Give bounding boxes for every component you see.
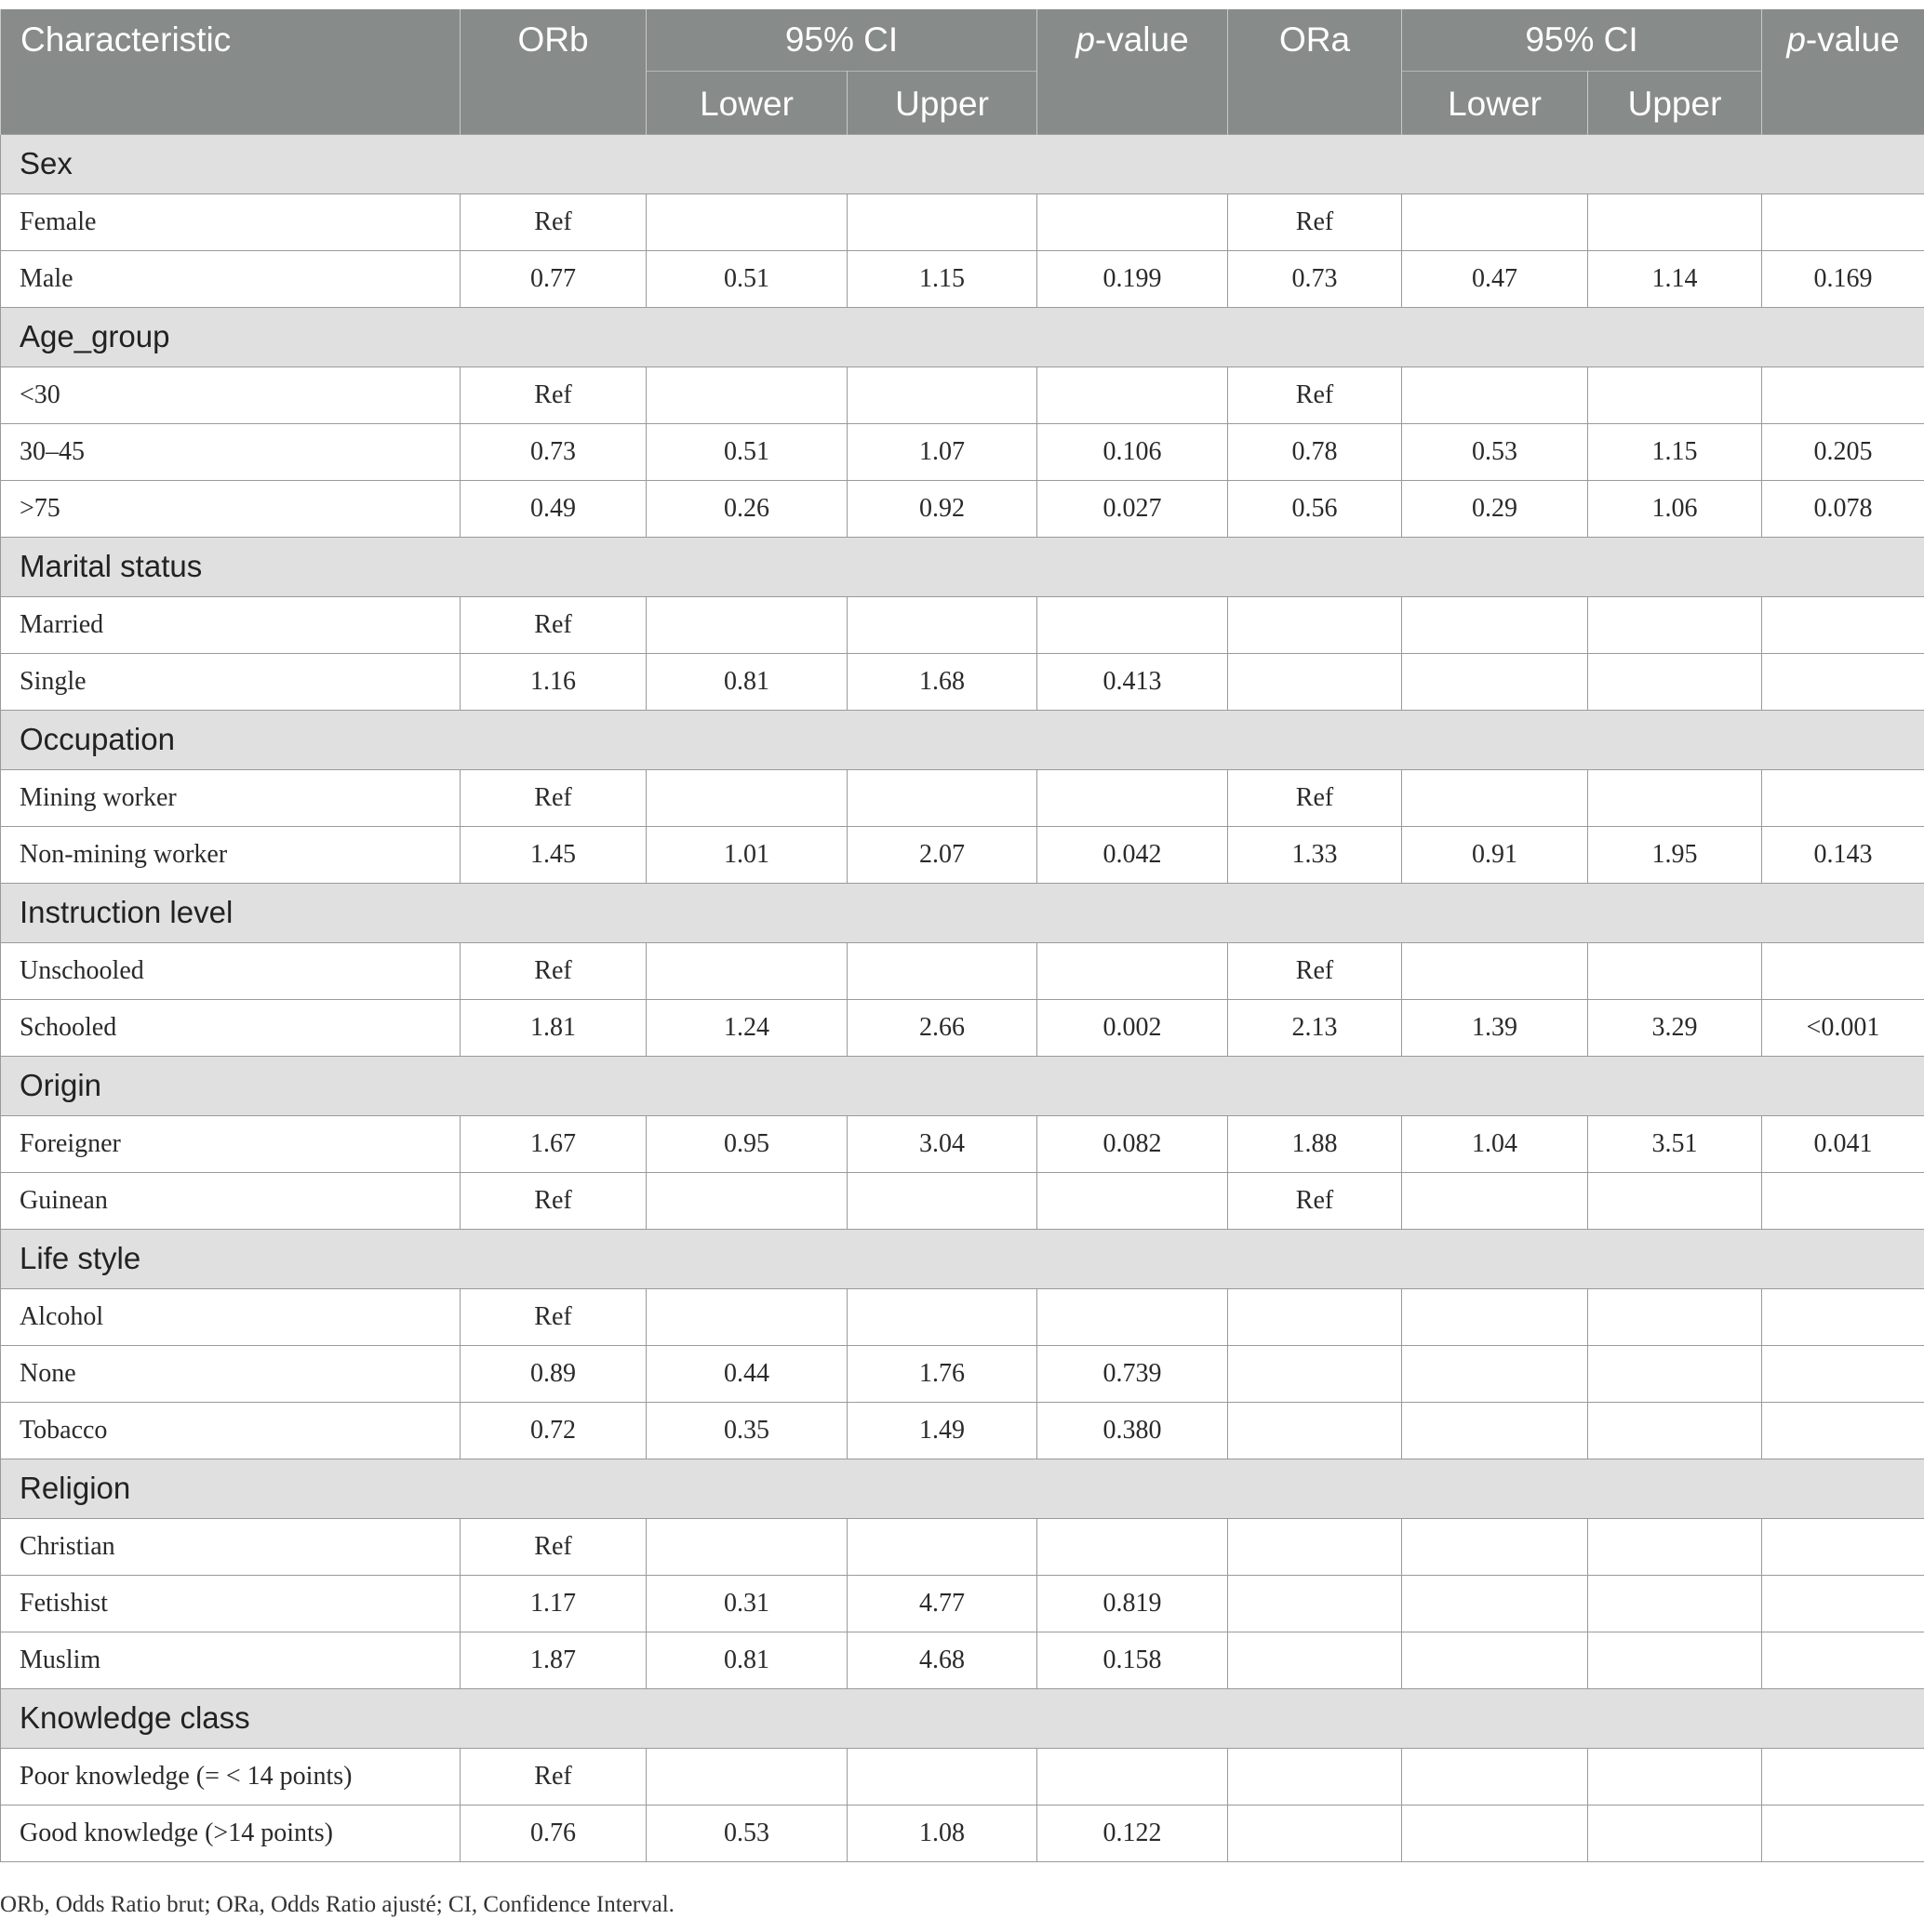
cell-upper-adjusted xyxy=(1588,1748,1762,1805)
cell-lower-adjusted xyxy=(1402,1172,1588,1229)
table-row xyxy=(1,999,1924,1056)
table-row xyxy=(1,1172,1924,1229)
cell-characteristic: Schooled xyxy=(1,999,461,1056)
cell-ora: Ref xyxy=(1228,366,1402,423)
cell-lower-crude xyxy=(647,366,848,423)
cell-lower-adjusted xyxy=(1402,769,1588,826)
cell-pvalue-adjusted xyxy=(1762,1632,1924,1688)
cell-lower-crude xyxy=(647,769,848,826)
cell-lower-crude xyxy=(647,942,848,999)
table-row xyxy=(1,250,1924,307)
cell-ora xyxy=(1228,653,1402,710)
cell-lower-adjusted: 0.91 xyxy=(1402,826,1588,883)
cell-lower-crude: 1.24 xyxy=(647,999,848,1056)
cell-upper-crude: 1.08 xyxy=(848,1805,1037,1861)
cell-lower-crude: 0.31 xyxy=(647,1575,848,1632)
cell-upper-crude: 4.77 xyxy=(848,1575,1037,1632)
cell-lower-crude: 0.53 xyxy=(647,1805,848,1861)
cell-ora: Ref xyxy=(1228,193,1402,250)
cell-lower-adjusted: 0.53 xyxy=(1402,423,1588,480)
cell-pvalue-adjusted xyxy=(1762,942,1924,999)
cell-pvalue-crude: 0.027 xyxy=(1037,480,1228,537)
cell-upper-crude: 3.04 xyxy=(848,1115,1037,1172)
cell-orb: Ref xyxy=(461,366,647,423)
cell-pvalue-adjusted xyxy=(1762,1172,1924,1229)
cell-pvalue-adjusted: 0.041 xyxy=(1762,1115,1924,1172)
table-row xyxy=(1,480,1924,537)
cell-lower-adjusted xyxy=(1402,1575,1588,1632)
table-row xyxy=(1,942,1924,999)
table-row xyxy=(1,769,1924,826)
cell-lower-adjusted xyxy=(1402,1288,1588,1345)
cell-ora xyxy=(1228,1805,1402,1861)
section-row xyxy=(1,1229,1924,1288)
table-footnote: ORb, Odds Ratio brut; ORa, Odds Ratio ajusté; CI, Confidence Interval. xyxy=(0,1892,675,1917)
cell-pvalue-crude xyxy=(1037,769,1228,826)
cell-lower-crude: 0.26 xyxy=(647,480,848,537)
cell-lower-crude xyxy=(647,1288,848,1345)
cell-pvalue-crude xyxy=(1037,366,1228,423)
cell-pvalue-adjusted: 0.169 xyxy=(1762,250,1924,307)
cell-characteristic: Muslim xyxy=(1,1632,461,1688)
section-row xyxy=(1,883,1924,942)
cell-ora xyxy=(1228,1402,1402,1459)
header-pvalue-crude-rest: -value xyxy=(1094,20,1189,59)
cell-upper-adjusted xyxy=(1588,193,1762,250)
cell-orb: Ref xyxy=(461,596,647,653)
cell-characteristic: Single xyxy=(1,653,461,710)
cell-pvalue-adjusted xyxy=(1762,1748,1924,1805)
cell-pvalue-adjusted xyxy=(1762,596,1924,653)
section-row xyxy=(1,134,1924,193)
cell-upper-adjusted xyxy=(1588,769,1762,826)
cell-pvalue-adjusted xyxy=(1762,1288,1924,1345)
cell-upper-adjusted xyxy=(1588,1288,1762,1345)
cell-pvalue-crude: 0.739 xyxy=(1037,1345,1228,1402)
header-upper-crude: Upper xyxy=(848,71,1037,134)
cell-pvalue-adjusted: <0.001 xyxy=(1762,999,1924,1056)
results-table xyxy=(0,9,1924,1862)
cell-pvalue-adjusted xyxy=(1762,193,1924,250)
cell-pvalue-crude: 0.082 xyxy=(1037,1115,1228,1172)
header-pvalue-crude xyxy=(1037,9,1228,134)
cell-orb: Ref xyxy=(461,1172,647,1229)
cell-pvalue-crude xyxy=(1037,1288,1228,1345)
cell-orb: Ref xyxy=(461,769,647,826)
table-row xyxy=(1,366,1924,423)
cell-orb: Ref xyxy=(461,1518,647,1575)
cell-characteristic: Unschooled xyxy=(1,942,461,999)
cell-characteristic: Non-mining worker xyxy=(1,826,461,883)
cell-characteristic: Male xyxy=(1,250,461,307)
cell-upper-crude: 1.68 xyxy=(848,653,1037,710)
cell-lower-adjusted xyxy=(1402,1805,1588,1861)
cell-orb: 1.81 xyxy=(461,999,647,1056)
table-row xyxy=(1,1115,1924,1172)
cell-upper-crude: 2.66 xyxy=(848,999,1037,1056)
cell-pvalue-crude xyxy=(1037,193,1228,250)
cell-upper-adjusted xyxy=(1588,366,1762,423)
table-row xyxy=(1,1575,1924,1632)
section-title: Age_group xyxy=(1,307,1924,366)
cell-characteristic: Good knowledge (>14 points) xyxy=(1,1805,461,1861)
section-title: Sex xyxy=(1,134,1924,193)
cell-ora xyxy=(1228,1575,1402,1632)
cell-lower-adjusted xyxy=(1402,1402,1588,1459)
cell-upper-adjusted: 3.29 xyxy=(1588,999,1762,1056)
cell-pvalue-adjusted: 0.143 xyxy=(1762,826,1924,883)
header-characteristic: Characteristic xyxy=(1,9,461,134)
cell-upper-crude xyxy=(848,596,1037,653)
cell-upper-crude: 0.92 xyxy=(848,480,1037,537)
header-ci-crude: 95% CI xyxy=(647,9,1037,71)
cell-upper-adjusted xyxy=(1588,1632,1762,1688)
cell-upper-adjusted xyxy=(1588,596,1762,653)
cell-lower-crude: 0.44 xyxy=(647,1345,848,1402)
cell-pvalue-adjusted xyxy=(1762,1575,1924,1632)
cell-upper-crude: 1.15 xyxy=(848,250,1037,307)
cell-characteristic: 30–45 xyxy=(1,423,461,480)
cell-pvalue-crude: 0.380 xyxy=(1037,1402,1228,1459)
cell-pvalue-adjusted: 0.078 xyxy=(1762,480,1924,537)
cell-upper-crude: 1.76 xyxy=(848,1345,1037,1402)
cell-lower-adjusted xyxy=(1402,1345,1588,1402)
cell-upper-adjusted: 3.51 xyxy=(1588,1115,1762,1172)
cell-orb: Ref xyxy=(461,193,647,250)
header-orb: ORb xyxy=(461,9,647,134)
table-header xyxy=(1,9,1924,134)
cell-upper-crude: 1.49 xyxy=(848,1402,1037,1459)
section-title: Religion xyxy=(1,1459,1924,1518)
cell-upper-adjusted xyxy=(1588,1805,1762,1861)
cell-lower-crude: 0.35 xyxy=(647,1402,848,1459)
cell-upper-crude xyxy=(848,1518,1037,1575)
table-row xyxy=(1,193,1924,250)
cell-lower-adjusted xyxy=(1402,653,1588,710)
cell-lower-adjusted xyxy=(1402,1632,1588,1688)
cell-lower-adjusted xyxy=(1402,1518,1588,1575)
cell-lower-crude: 0.95 xyxy=(647,1115,848,1172)
cell-upper-adjusted xyxy=(1588,1402,1762,1459)
cell-lower-crude: 0.51 xyxy=(647,423,848,480)
cell-lower-adjusted xyxy=(1402,1748,1588,1805)
cell-pvalue-adjusted xyxy=(1762,366,1924,423)
section-title: Knowledge class xyxy=(1,1688,1924,1748)
cell-lower-adjusted xyxy=(1402,366,1588,423)
cell-pvalue-crude: 0.002 xyxy=(1037,999,1228,1056)
cell-upper-crude: 1.07 xyxy=(848,423,1037,480)
cell-lower-adjusted: 0.47 xyxy=(1402,250,1588,307)
cell-upper-adjusted xyxy=(1588,1172,1762,1229)
cell-lower-adjusted xyxy=(1402,193,1588,250)
header-pvalue-adjusted xyxy=(1762,9,1924,134)
table-row xyxy=(1,826,1924,883)
cell-pvalue-crude: 0.042 xyxy=(1037,826,1228,883)
section-row xyxy=(1,1056,1924,1115)
cell-ora xyxy=(1228,1748,1402,1805)
cell-lower-crude: 0.81 xyxy=(647,653,848,710)
section-title: Life style xyxy=(1,1229,1924,1288)
header-pvalue-adjusted-p: p xyxy=(1786,20,1806,59)
header-lower-crude: Lower xyxy=(647,71,848,134)
table-row xyxy=(1,653,1924,710)
header-lower-adjusted: Lower xyxy=(1402,71,1588,134)
table-row xyxy=(1,1402,1924,1459)
cell-pvalue-crude xyxy=(1037,1172,1228,1229)
table-row xyxy=(1,1748,1924,1805)
cell-upper-crude xyxy=(848,1288,1037,1345)
cell-lower-crude xyxy=(647,596,848,653)
header-ora: ORa xyxy=(1228,9,1402,134)
cell-upper-crude xyxy=(848,366,1037,423)
cell-upper-adjusted xyxy=(1588,1575,1762,1632)
section-title: Instruction level xyxy=(1,883,1924,942)
cell-lower-adjusted: 1.04 xyxy=(1402,1115,1588,1172)
cell-lower-adjusted: 0.29 xyxy=(1402,480,1588,537)
cell-orb: 0.76 xyxy=(461,1805,647,1861)
table-row xyxy=(1,1632,1924,1688)
cell-lower-crude xyxy=(647,1518,848,1575)
cell-pvalue-adjusted xyxy=(1762,769,1924,826)
cell-pvalue-adjusted xyxy=(1762,1805,1924,1861)
cell-pvalue-crude: 0.106 xyxy=(1037,423,1228,480)
cell-orb: 1.45 xyxy=(461,826,647,883)
cell-lower-adjusted xyxy=(1402,596,1588,653)
cell-characteristic: Alcohol xyxy=(1,1288,461,1345)
table-row xyxy=(1,423,1924,480)
cell-orb: 0.49 xyxy=(461,480,647,537)
cell-lower-crude xyxy=(647,1748,848,1805)
cell-ora: 1.33 xyxy=(1228,826,1402,883)
cell-pvalue-crude: 0.122 xyxy=(1037,1805,1228,1861)
cell-orb: Ref xyxy=(461,1748,647,1805)
cell-ora xyxy=(1228,1632,1402,1688)
cell-orb: Ref xyxy=(461,1288,647,1345)
table-body xyxy=(1,134,1924,1861)
cell-ora xyxy=(1228,1518,1402,1575)
cell-pvalue-adjusted xyxy=(1762,653,1924,710)
section-title: Occupation xyxy=(1,710,1924,769)
cell-orb: 0.77 xyxy=(461,250,647,307)
cell-ora: 1.88 xyxy=(1228,1115,1402,1172)
section-row xyxy=(1,1688,1924,1748)
section-row xyxy=(1,710,1924,769)
cell-pvalue-crude xyxy=(1037,1748,1228,1805)
section-title: Origin xyxy=(1,1056,1924,1115)
table-row xyxy=(1,1345,1924,1402)
cell-orb: 0.73 xyxy=(461,423,647,480)
cell-upper-adjusted: 1.06 xyxy=(1588,480,1762,537)
cell-ora: 0.78 xyxy=(1228,423,1402,480)
cell-upper-adjusted xyxy=(1588,653,1762,710)
cell-lower-crude: 1.01 xyxy=(647,826,848,883)
section-title: Marital status xyxy=(1,537,1924,596)
cell-upper-crude xyxy=(848,769,1037,826)
cell-upper-crude xyxy=(848,193,1037,250)
cell-orb: Ref xyxy=(461,942,647,999)
cell-lower-crude: 0.51 xyxy=(647,250,848,307)
cell-pvalue-crude: 0.413 xyxy=(1037,653,1228,710)
cell-characteristic: Foreigner xyxy=(1,1115,461,1172)
cell-upper-adjusted xyxy=(1588,1518,1762,1575)
cell-ora xyxy=(1228,596,1402,653)
section-row xyxy=(1,1459,1924,1518)
cell-characteristic: <30 xyxy=(1,366,461,423)
cell-ora xyxy=(1228,1288,1402,1345)
cell-upper-adjusted: 1.15 xyxy=(1588,423,1762,480)
cell-lower-crude: 0.81 xyxy=(647,1632,848,1688)
cell-upper-adjusted: 1.95 xyxy=(1588,826,1762,883)
cell-upper-crude xyxy=(848,942,1037,999)
cell-pvalue-crude xyxy=(1037,942,1228,999)
header-ci-adjusted: 95% CI xyxy=(1402,9,1762,71)
cell-lower-crude xyxy=(647,1172,848,1229)
cell-pvalue-adjusted xyxy=(1762,1345,1924,1402)
cell-characteristic: Christian xyxy=(1,1518,461,1575)
cell-pvalue-crude: 0.199 xyxy=(1037,250,1228,307)
cell-upper-crude: 2.07 xyxy=(848,826,1037,883)
cell-ora: Ref xyxy=(1228,1172,1402,1229)
table-row xyxy=(1,1805,1924,1861)
cell-ora: Ref xyxy=(1228,769,1402,826)
cell-upper-crude xyxy=(848,1748,1037,1805)
header-pvalue-adjusted-rest: -value xyxy=(1805,20,1900,59)
section-row xyxy=(1,537,1924,596)
cell-characteristic: Fetishist xyxy=(1,1575,461,1632)
cell-upper-crude: 4.68 xyxy=(848,1632,1037,1688)
table-row xyxy=(1,596,1924,653)
cell-upper-crude xyxy=(848,1172,1037,1229)
cell-upper-adjusted xyxy=(1588,1345,1762,1402)
cell-lower-crude xyxy=(647,193,848,250)
cell-orb: 1.17 xyxy=(461,1575,647,1632)
header-upper-adjusted: Upper xyxy=(1588,71,1762,134)
cell-pvalue-crude xyxy=(1037,596,1228,653)
cell-pvalue-adjusted xyxy=(1762,1518,1924,1575)
header-pvalue-crude-p: p xyxy=(1076,20,1095,59)
section-row xyxy=(1,307,1924,366)
cell-characteristic: Guinean xyxy=(1,1172,461,1229)
cell-characteristic: Mining worker xyxy=(1,769,461,826)
cell-characteristic: Female xyxy=(1,193,461,250)
cell-characteristic: Tobacco xyxy=(1,1402,461,1459)
cell-upper-adjusted xyxy=(1588,942,1762,999)
cell-ora: Ref xyxy=(1228,942,1402,999)
table-row xyxy=(1,1518,1924,1575)
cell-lower-adjusted: 1.39 xyxy=(1402,999,1588,1056)
cell-lower-adjusted xyxy=(1402,942,1588,999)
cell-ora xyxy=(1228,1345,1402,1402)
cell-pvalue-crude: 0.819 xyxy=(1037,1575,1228,1632)
cell-orb: 0.72 xyxy=(461,1402,647,1459)
cell-ora: 0.73 xyxy=(1228,250,1402,307)
cell-pvalue-crude xyxy=(1037,1518,1228,1575)
cell-pvalue-adjusted xyxy=(1762,1402,1924,1459)
cell-orb: 0.89 xyxy=(461,1345,647,1402)
cell-upper-adjusted: 1.14 xyxy=(1588,250,1762,307)
cell-characteristic: Married xyxy=(1,596,461,653)
cell-orb: 1.87 xyxy=(461,1632,647,1688)
cell-pvalue-adjusted: 0.205 xyxy=(1762,423,1924,480)
cell-ora: 2.13 xyxy=(1228,999,1402,1056)
cell-ora: 0.56 xyxy=(1228,480,1402,537)
table-row xyxy=(1,1288,1924,1345)
cell-characteristic: >75 xyxy=(1,480,461,537)
cell-characteristic: None xyxy=(1,1345,461,1402)
cell-orb: 1.16 xyxy=(461,653,647,710)
cell-characteristic: Poor knowledge (= < 14 points) xyxy=(1,1748,461,1805)
cell-orb: 1.67 xyxy=(461,1115,647,1172)
cell-pvalue-crude: 0.158 xyxy=(1037,1632,1228,1688)
